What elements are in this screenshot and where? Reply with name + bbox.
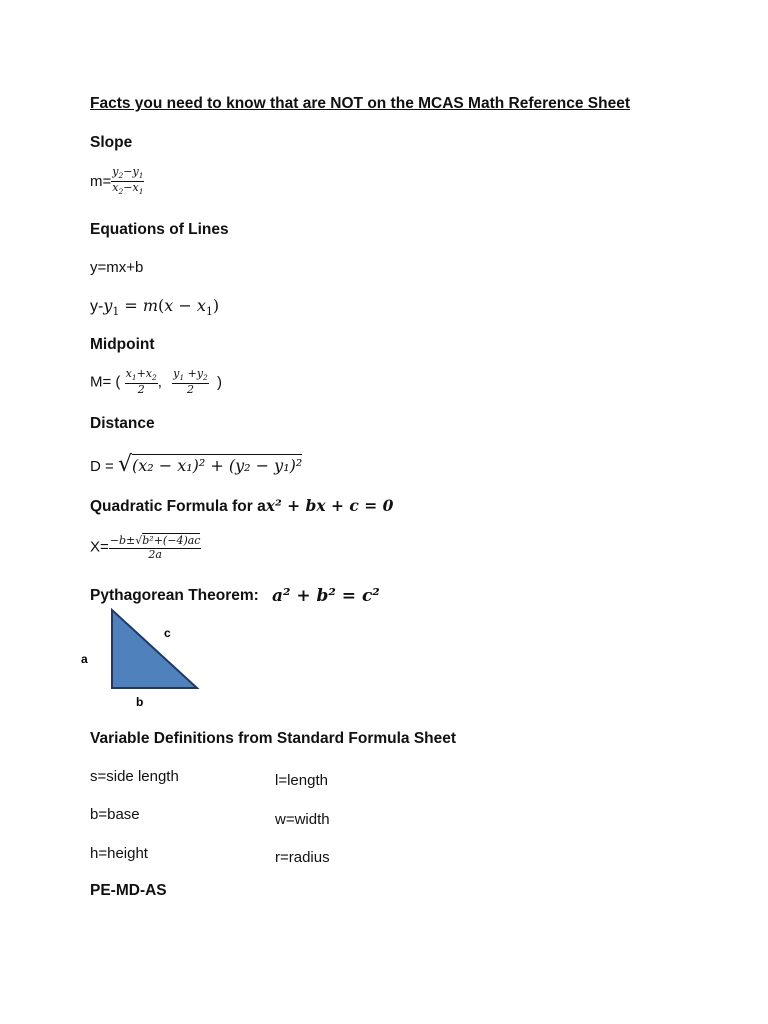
side-a-label: a bbox=[81, 652, 88, 666]
distance-heading: Distance bbox=[90, 415, 155, 432]
quadratic-formula: X= $\frac{\text{−b±√b²+(−4)ac}}{2a}$ bbox=[90, 534, 201, 561]
variable-left-1: s=side length bbox=[90, 768, 179, 785]
quadratic-heading: Quadratic Formula for ax² + bx + c = 0 bbox=[90, 496, 394, 515]
point-slope-equation: $y-y_1 = m(x - x_1)$ bbox=[90, 296, 220, 319]
variable-left-2: b=base bbox=[90, 806, 140, 823]
page-title: Facts you need to know that are NOT on the MCAS Math Reference Sheet bbox=[90, 95, 631, 112]
quadratic-fraction: $\frac{\text{−b±√b²+(−4)ac}}{2a}$ bbox=[109, 534, 201, 561]
slope-heading: Slope bbox=[90, 134, 133, 151]
midpoint-formula: M= ( $\frac{x_1+x_2}{2}$ , $\frac{y_1 +y_2}{2}$ ) bbox=[90, 367, 222, 396]
variable-left-3: h=height bbox=[90, 845, 148, 862]
variable-right-2: w=width bbox=[275, 811, 330, 828]
side-c-label: c bbox=[164, 626, 171, 640]
slope-formula bbox=[90, 166, 144, 197]
pemdas-heading: PE-MD-AS bbox=[90, 882, 167, 899]
pythagorean-formula: a² + b² = c² bbox=[272, 586, 380, 606]
variables-heading: Variable Definitions from Standard Formula Sheet bbox=[90, 730, 457, 747]
midpoint-heading: Midpoint bbox=[90, 336, 155, 353]
midpoint-x-fraction: $\frac{x_1+x_2}{2}$ bbox=[125, 367, 157, 396]
distance-formula: D = √(x₂ − x₁)² + (y₂ − y₁)² bbox=[90, 452, 303, 477]
slope-intercept-equation: y=mx+b bbox=[90, 259, 144, 276]
slope-lhs: m= bbox=[90, 172, 112, 190]
slope-fraction: $\frac{y_2-y_1}{x_2-x_1}$ bbox=[112, 165, 144, 196]
lines-heading: Equations of Lines bbox=[90, 221, 229, 238]
right-triangle-diagram bbox=[70, 600, 220, 720]
side-b-label: b bbox=[136, 695, 144, 709]
right-triangle bbox=[112, 610, 197, 688]
variable-right-1: l=length bbox=[275, 772, 328, 789]
pythagorean-heading: Pythagorean Theorem: bbox=[90, 587, 259, 604]
variable-right-3: r=radius bbox=[275, 849, 330, 866]
midpoint-y-fraction: $\frac{y_1 +y_2}{2}$ bbox=[173, 367, 208, 396]
